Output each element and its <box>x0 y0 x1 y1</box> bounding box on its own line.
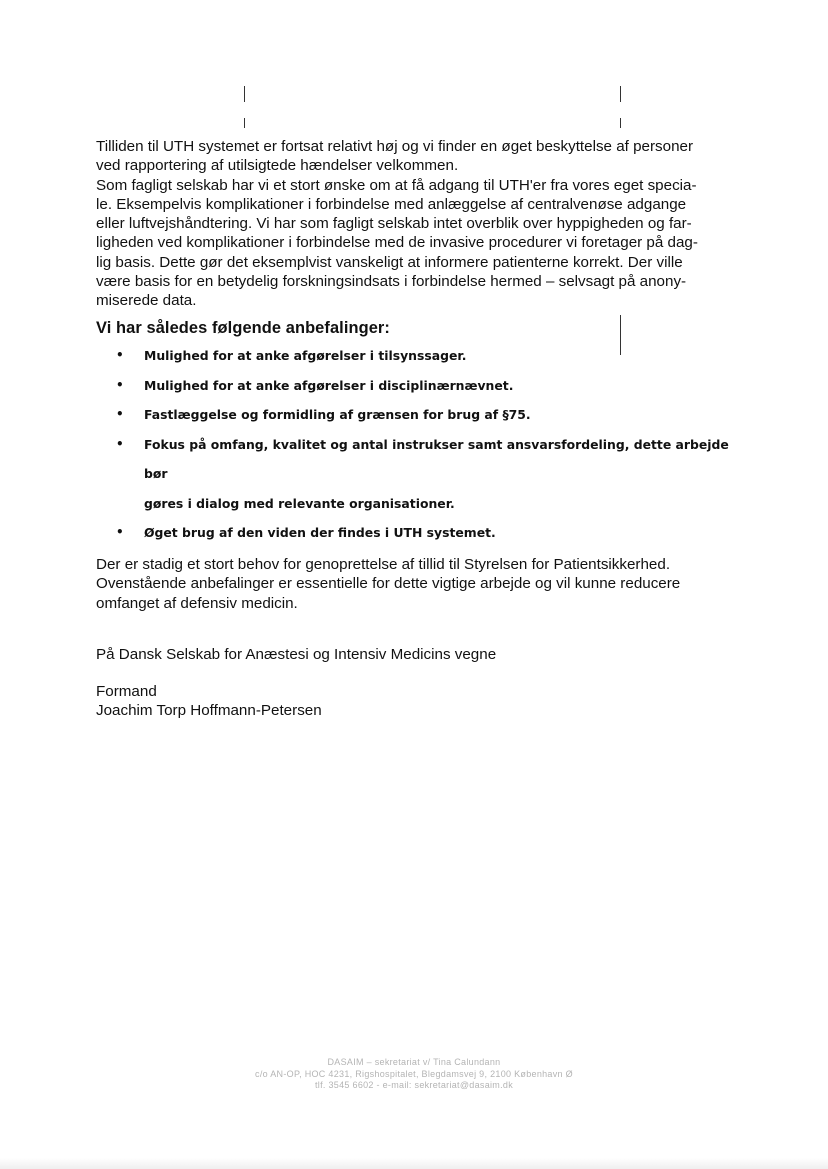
list-item <box>116 518 736 548</box>
scan-mark <box>620 118 621 128</box>
intro-line: ved rapportering af utilsigtede hændelser velkommen. <box>96 157 459 175</box>
scan-mark <box>620 86 621 102</box>
footer-line: DASAIM – sekretariat v/ Tina Calundann <box>327 1057 501 1067</box>
bullet-icon: • <box>116 348 124 362</box>
list-item-continuation <box>116 489 736 519</box>
signatory-name: Joachim Torp Hoffmann-Petersen <box>96 702 322 720</box>
list-item <box>116 371 736 401</box>
intro-paragraph <box>96 137 736 311</box>
list-item-text: Fokus på omfang, kvalitet og antal instrukser samt ansvarsfordeling, dette arbejde bør <box>144 436 729 481</box>
intro-line: lig basis. Dette gør det eksemplvist vanskeligt at informere patienterne korrekt. Der ville <box>96 253 683 271</box>
recommendations-heading: Vi har således følgende anbefalinger: <box>96 319 390 337</box>
signatory-role: Formand <box>96 683 157 700</box>
closing-paragraph <box>96 555 736 613</box>
intro-line: ligheden ved komplikationer i forbindelse med de invasive procedurer vi foretager på dag- <box>96 234 698 252</box>
footer-line: c/o AN-OP, HOC 4231, Rigshospitalet, Blegdamsvej 9, 2100 København Ø <box>255 1068 573 1079</box>
closing-line: Ovenstående anbefalinger er essentielle for dette vigtige arbejde og vil kunne reducere <box>96 575 681 593</box>
letterhead-footer <box>0 1057 828 1092</box>
recommendations-list <box>116 341 736 548</box>
bullet-icon: • <box>116 436 124 451</box>
signoff-line: På Dansk Selskab for Anæstesi og Intensiv Medicins vegne <box>96 646 497 663</box>
scan-mark <box>244 86 245 102</box>
list-item <box>116 430 736 489</box>
list-item-text: Mulighed for at anke afgørelser i disciplinærnævnet. <box>144 377 514 393</box>
scan-edge <box>0 1158 828 1169</box>
intro-line: Som fagligt selskab har vi et stort ønske om at få adgang til UTH'er fra vores eget specia- <box>96 176 697 194</box>
intro-line: le. Eksempelvis komplikationer i forbindelse med anlæggelse af centralvenøse adgange <box>96 195 687 213</box>
closing-line: Der er stadig et stort behov for genoprettelse af tillid til Styrelsen for Patientsikkerhed. <box>96 556 671 573</box>
closing-line: omfanget af defensiv medicin. <box>96 594 298 612</box>
list-item <box>116 341 736 371</box>
intro-line: eller luftvejshåndtering. Vi har som fagligt selskab intet overblik over hyppigheden og far- <box>96 215 692 233</box>
intro-line: miserede data. <box>96 292 197 310</box>
list-item-text: Mulighed for at anke afgørelser i tilsynssager. <box>144 348 467 363</box>
intro-line: Tilliden til UTH systemet er fortsat relativt høj og vi finder en øget beskyttelse af personer <box>96 138 694 155</box>
signature-block <box>96 682 322 721</box>
scan-mark <box>244 118 245 128</box>
list-item-text: Øget brug af den viden der findes i UTH systemet. <box>144 525 496 540</box>
list-item-text: Fastlæggelse og formidling af grænsen for brug af §75. <box>144 407 531 422</box>
bullet-icon: • <box>116 407 124 421</box>
bullet-icon: • <box>116 377 124 392</box>
bullet-icon: • <box>116 525 124 539</box>
list-item <box>116 400 736 430</box>
footer-line: tlf. 3545 6602 - e-mail: sekretariat@dasaim.dk <box>314 1080 514 1090</box>
list-item-text: gøres i dialog med relevante organisationer. <box>144 495 455 511</box>
intro-line: være basis for en betydelig forskningsindsats i forbindelse hermed – selvsagt på anony- <box>96 273 687 291</box>
